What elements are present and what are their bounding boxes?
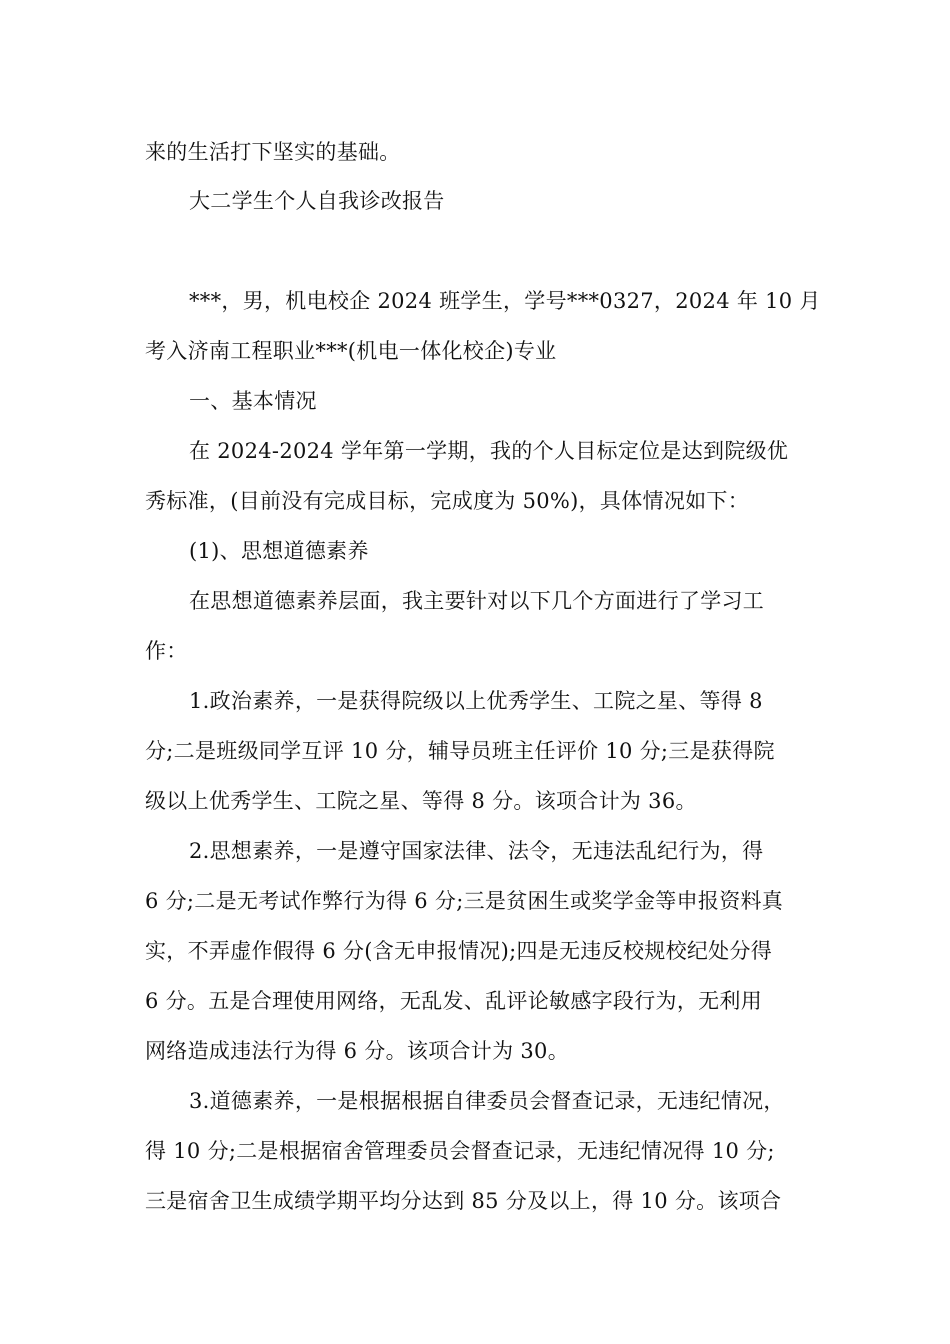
text-line: 实，不弄虚作假得 6 分(含无申报情况);四是无违反校规校纪处分得: [145, 939, 773, 963]
text-line: 网络造成违法行为得 6 分。该项合计为 30。: [145, 1039, 570, 1063]
text-line: 作：: [145, 639, 188, 663]
subsection-heading: (1)、思想道德素养: [189, 539, 369, 563]
text-line: 2.思想素养，一是遵守国家法律、法令，无违法乱纪行为，得: [189, 839, 764, 863]
text-line: 6 分;二是无考试作弊行为得 6 分;三是贫困生或奖学金等申报资料真: [145, 889, 784, 913]
text-line: 1.政治素养，一是获得院级以上优秀学生、工院之星、等得 8: [189, 689, 763, 713]
text-line: 来的生活打下坚实的基础。: [145, 140, 401, 164]
text-line: 得 10 分;二是根据宿舍管理委员会督查记录，无违纪情况得 10 分;: [145, 1139, 775, 1163]
text-line: 三是宿舍卫生成绩学期平均分达到 85 分及以上，得 10 分。该项合: [145, 1189, 782, 1213]
text-line: 3.道德素养，一是根据根据自律委员会督查记录，无违纪情况，: [189, 1089, 785, 1113]
text-line: 考入济南工程职业***(机电一体化校企)专业: [145, 339, 557, 363]
text-line: 在思想道德素养层面，我主要针对以下几个方面进行了学习工: [189, 589, 765, 613]
text-line: 秀标准，(目前没有完成目标，完成度为 50%)，具体情况如下：: [145, 489, 750, 513]
report-title: 大二学生个人自我诊改报告: [189, 189, 445, 213]
text-line: 6 分。五是合理使用网络，无乱发、乱评论敏感字段行为，无利用: [145, 989, 763, 1013]
text-line: 分;二是班级同学互评 10 分，辅导员班主任评价 10 分;三是获得院: [145, 739, 775, 763]
text-line: 在 2024-2024 学年第一学期，我的个人目标定位是达到院级优: [189, 439, 789, 463]
section-heading: 一、基本情况: [189, 389, 317, 413]
text-line: ***，男，机电校企 2024 班学生，学号***0327，2024 年 10 月: [189, 289, 821, 313]
text-line: 级以上优秀学生、工院之星、等得 8 分。该项合计为 36。: [145, 789, 697, 813]
